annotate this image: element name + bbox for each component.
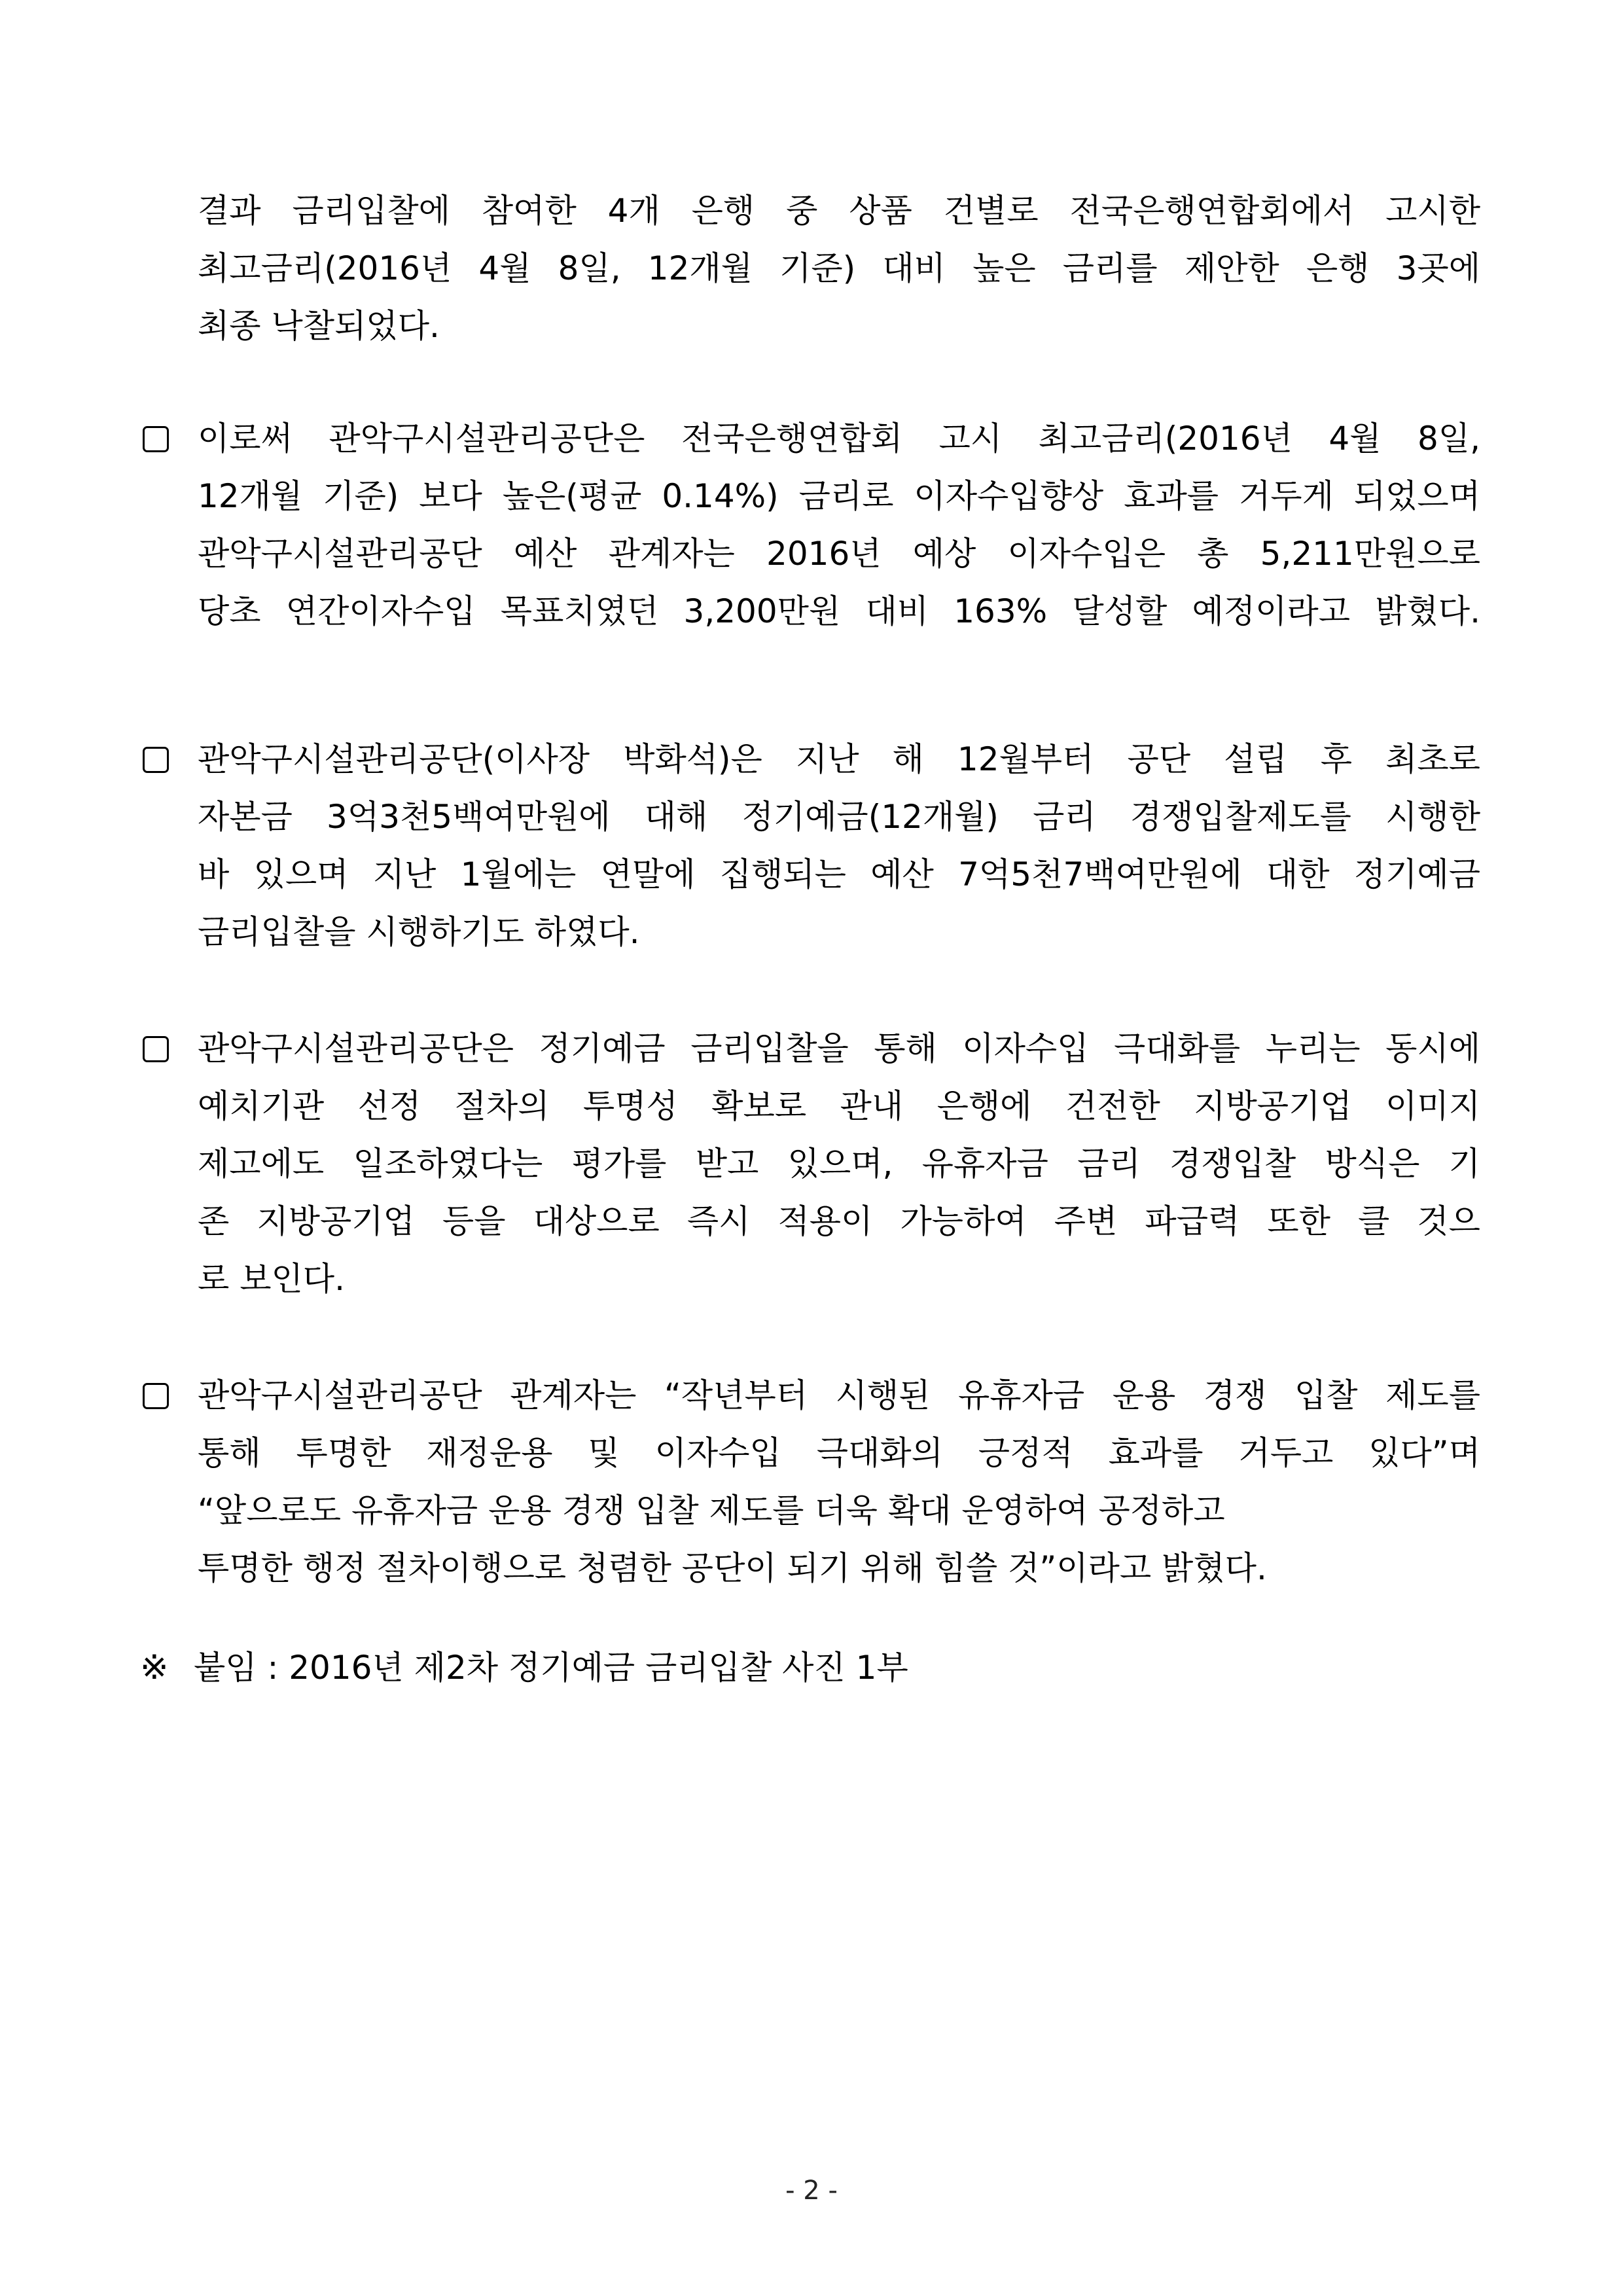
checkbox-bullet-icon	[143, 1383, 169, 1409]
paragraph-2-line-3: 바 있으며 지난 1월에는 연말에 집행되는 예산 7억5천7백여만원에 대한 정기예금	[198, 855, 1480, 893]
checkbox-bullet-icon	[143, 426, 169, 452]
paragraph-4-line-3: “앞으로도 유휴자금 운용 경쟁 입찰 제도를 더욱 확대 운영하여 공정하고	[198, 1492, 1225, 1530]
checkbox-bullet-icon	[143, 1036, 169, 1062]
paragraph-1-line-1: 이로써 관악구시설관리공단은 전국은행연합회 고시 최고금리(2016년 4월 8일,	[198, 420, 1480, 457]
paragraph-3-line-2: 예치기관 선정 절차의 투명성 확보로 관내 은행에 건전한 지방공기업 이미지	[198, 1087, 1480, 1125]
attachment-note: 붙임 : 2016년 제2차 정기예금 금리입찰 사진 1부	[194, 1649, 908, 1687]
intro-line-1: 결과 금리입찰에 참여한 4개 은행 중 상품 건별로 전국은행연합회에서 고시한	[198, 192, 1480, 230]
paragraph-2-line-4: 금리입찰을 시행하기도 하였다.	[198, 913, 640, 951]
paragraph-4-line-4: 투명한 행정 절차이행으로 청렴한 공단이 되기 위해 힘쓸 것”이라고 밝혔다.	[198, 1549, 1267, 1587]
paragraph-3-line-3: 제고에도 일조하였다는 평가를 받고 있으며, 유휴자금 금리 경쟁입찰 방식은 기	[198, 1145, 1480, 1183]
checkbox-bullet-icon	[143, 747, 169, 773]
paragraph-3-line-5: 로 보인다.	[198, 1260, 345, 1298]
paragraph-1-line-3: 관악구시설관리공단 예산 관계자는 2016년 예상 이자수입은 총 5,211만원으로	[198, 535, 1480, 573]
paragraph-1-line-4: 당초 연간이자수입 목표치였던 3,200만원 대비 163% 달성할 예정이라고 밝혔다.	[198, 592, 1480, 630]
paragraph-1-line-2: 12개월 기준) 보다 높은(평균 0.14%) 금리로 이자수입향상 효과를 거두게 되었으며	[198, 477, 1480, 515]
paragraph-3-line-4: 존 지방공기업 등을 대상으로 즉시 적용이 가능하여 주변 파급력 또한 클 것으	[198, 1202, 1480, 1240]
reference-mark-icon: ※	[140, 1648, 169, 1687]
paragraph-4-line-1: 관악구시설관리공단 관계자는 “작년부터 시행된 유휴자금 운용 경쟁 입찰 제도를	[198, 1376, 1480, 1414]
intro-line-3: 최종 낙찰되었다.	[198, 307, 440, 345]
intro-line-2: 최고금리(2016년 4월 8일, 12개월 기준) 대비 높은 금리를 제안한 은행 3곳에	[198, 249, 1480, 287]
paragraph-3-line-1: 관악구시설관리공단은 정기예금 금리입찰을 통해 이자수입 극대화를 누리는 동시에	[198, 1030, 1480, 1067]
page-number: - 2 -	[785, 2176, 838, 2206]
paragraph-4-line-2: 통해 투명한 재정운용 및 이자수입 극대화의 긍정적 효과를 거두고 있다”며	[198, 1434, 1480, 1472]
paragraph-2-line-1: 관악구시설관리공단(이사장 박화석)은 지난 해 12월부터 공단 설립 후 최초로	[198, 740, 1480, 778]
paragraph-2-line-2: 자본금 3억3천5백여만원에 대해 정기예금(12개월) 금리 경쟁입찰제도를 시행한	[198, 798, 1480, 836]
